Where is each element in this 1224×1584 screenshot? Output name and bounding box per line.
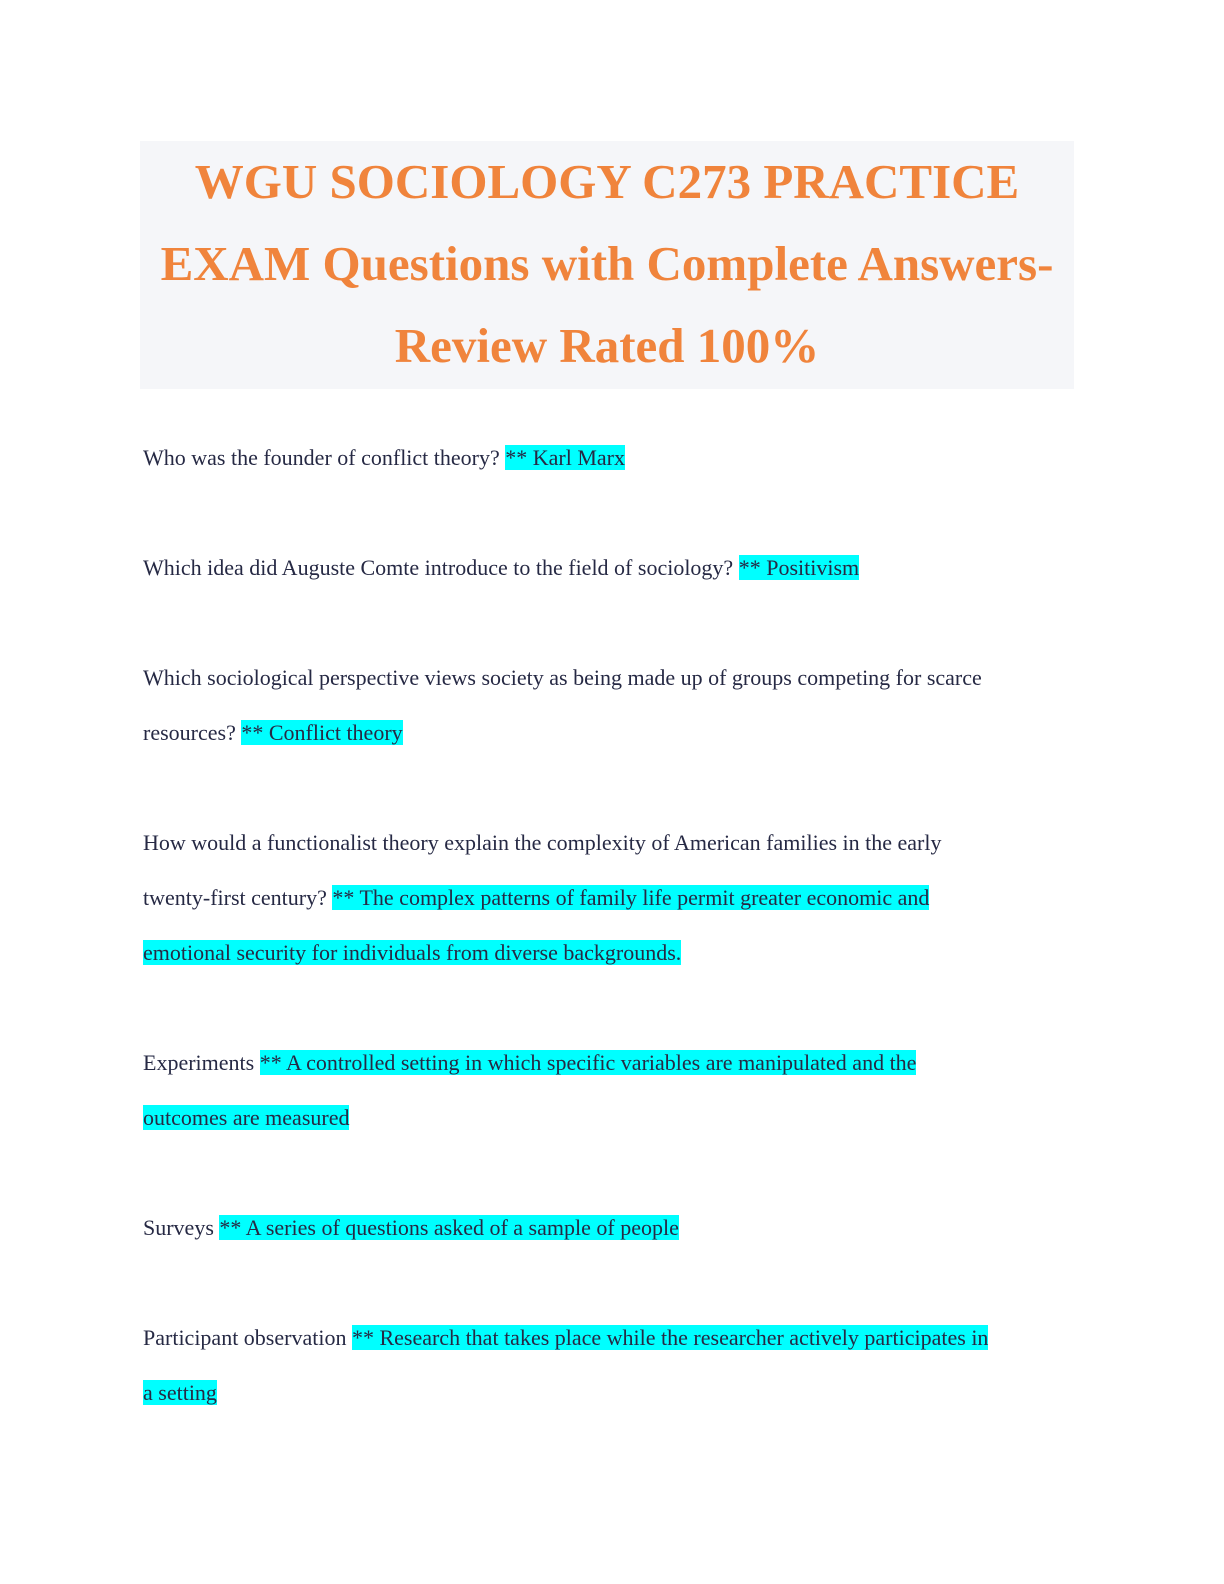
question-list: [143, 430, 1073, 1420]
answer-highlight: emotional security for individuals from diverse backgrounds.: [143, 940, 682, 965]
question-item: [143, 430, 1073, 485]
question-line: [143, 1090, 1073, 1145]
spacer: [143, 980, 1073, 1035]
question-text: Who was the founder of conflict theory?: [143, 445, 506, 470]
title-banner: [140, 141, 1074, 389]
question-line: [143, 430, 1073, 485]
question-text: Which idea did Auguste Comte introduce to the field of sociology?: [143, 555, 739, 580]
question-line: [143, 1200, 1073, 1255]
question-text: twenty-first century?: [143, 885, 333, 910]
question-line: [143, 925, 1073, 980]
question-line: [143, 1365, 1073, 1420]
question-text: Which sociological perspective views society as being made up of groups competing for scarce: [143, 665, 982, 690]
question-text: resources?: [143, 720, 242, 745]
question-line: [143, 650, 1073, 705]
question-item: [143, 1310, 1073, 1420]
title-line: WGU SOCIOLOGY C273 PRACTICE: [194, 154, 1020, 209]
title-line: Review Rated 100%: [394, 318, 820, 373]
spacer: [143, 760, 1073, 815]
answer-highlight: ** A series of questions asked of a sample of people: [219, 1215, 679, 1240]
question-line: [143, 1310, 1073, 1365]
answer-highlight: ** Positivism: [738, 555, 860, 580]
question-line: [143, 705, 1073, 760]
spacer: [143, 595, 1073, 650]
question-line: [143, 1035, 1073, 1090]
question-item: [143, 540, 1073, 595]
question-item: [143, 1200, 1073, 1255]
answer-highlight: a setting: [143, 1380, 217, 1405]
answer-highlight: ** Karl Marx: [505, 445, 626, 470]
answer-highlight: outcomes are measured: [143, 1105, 350, 1130]
title-line: EXAM Questions with Complete Answers-: [160, 236, 1054, 291]
question-item: [143, 1035, 1073, 1145]
answer-highlight: ** The complex patterns of family life permit greater economic and: [332, 885, 930, 910]
spacer: [143, 1255, 1073, 1310]
answer-highlight: ** Research that takes place while the researcher actively participates in: [351, 1325, 989, 1350]
question-text: Experiments: [143, 1050, 260, 1075]
spacer: [143, 1145, 1073, 1200]
question-text: Participant observation: [143, 1325, 352, 1350]
answer-highlight: ** Conflict theory: [241, 720, 403, 745]
question-line: [143, 870, 1073, 925]
question-line: [143, 540, 1073, 595]
question-item: [143, 815, 1073, 980]
question-line: [143, 815, 1073, 870]
question-text: How would a functionalist theory explain the complexity of American families in the early: [143, 830, 942, 855]
question-item: [143, 650, 1073, 760]
question-text: Surveys: [143, 1215, 220, 1240]
document-title: [140, 141, 1074, 387]
spacer: [143, 485, 1073, 540]
answer-highlight: ** A controlled setting in which specific variables are manipulated and the: [259, 1050, 917, 1075]
